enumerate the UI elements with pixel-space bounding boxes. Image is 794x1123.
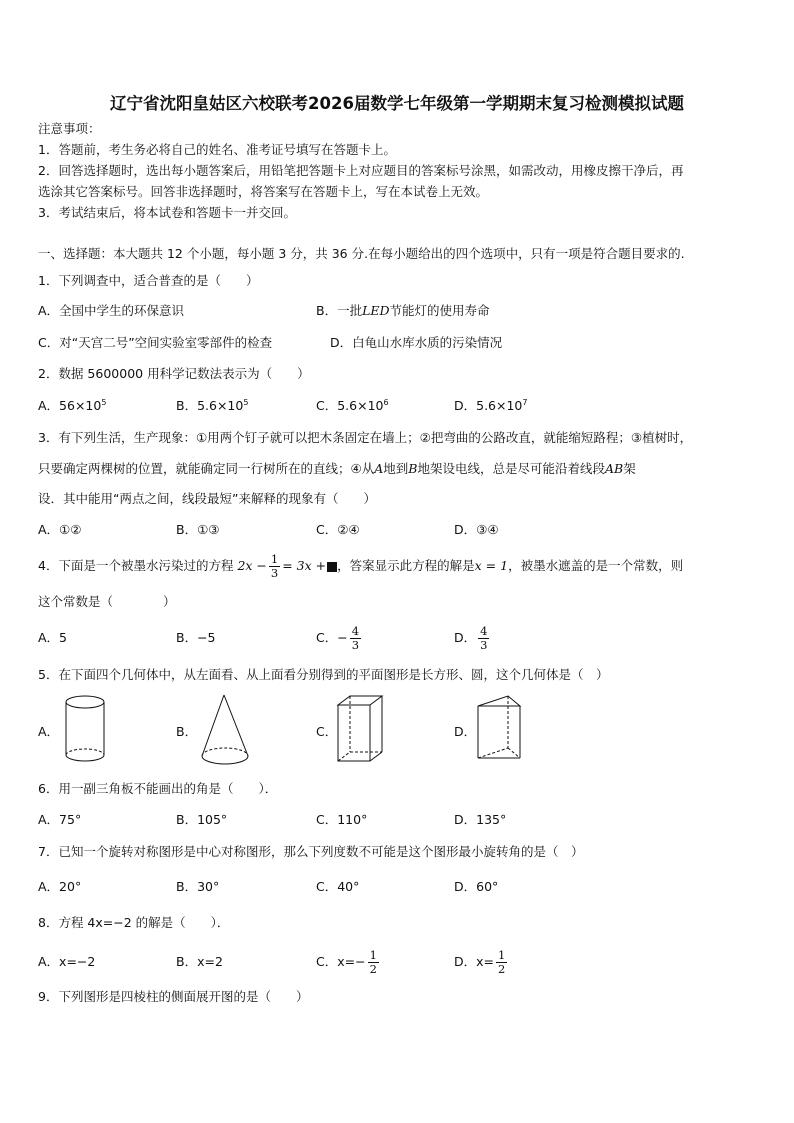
cylinder-icon: [60, 693, 110, 765]
q2-option-d: D．$5.6\times 10^7$: [454, 398, 528, 413]
q3-option-d: D．③④: [454, 522, 499, 537]
q8-option-d: D．x= $\frac{1}{2}$: [454, 948, 506, 976]
q4-eq-fraction: $\frac{1}{3}$: [270, 552, 279, 580]
q7-option-c: C．40°: [316, 879, 360, 894]
q3-option-a: A．①②: [38, 522, 82, 537]
q5-option-a: A．: [38, 724, 60, 739]
notice-item-1: 1．答题前，考生务必将自己的姓名、准考证号填写在答题卡上。: [38, 142, 396, 157]
q1-option-d: D．白龟山水库水质的污染情况: [330, 335, 503, 350]
notice-item-2: 2．回答选择题时，选出每小题答案后，用铅笔把答题卡上对应题目的答案标号涂黑，如需改动，用橡皮擦干净后，再: [38, 163, 684, 178]
q2-option-c: C．$5.6\times 10^6$: [316, 398, 389, 413]
q3-line-2: 只要确定两棵树的位置，就能确定同一行树所在的直线；④从A地到B地架设电线，总是尽可能沿着线段AB架: [38, 461, 636, 476]
q4-option-a: A．5: [38, 630, 68, 645]
notice-item-2-cont: 选涂其它答案标号。回答非选择题时，将答案写在答题卡上，写在本试卷上无效。: [38, 184, 489, 199]
q4-option-d: D． $\frac{4}{3}$: [454, 624, 488, 652]
q3-option-b: B．①③: [176, 522, 220, 537]
notice-header: 注意事项：: [38, 121, 101, 136]
q4-stem: 4．下面是一个被墨水污染过的方程 2x − $\frac{1}{3}$ = 3x + ，答案显示此方程的解是x = 1，被墨水遮盖的是一个常数，则: [38, 552, 684, 580]
q2-stem: 2．数据 5600000 用科学记数法表示为（ ）: [38, 366, 310, 381]
q3-line-3: 设．其中能用“两点之间，线段最短”来解释的现象有（ ）: [38, 491, 376, 506]
q6-option-a: A．75°: [38, 812, 82, 827]
q7-option-a: A．20°: [38, 879, 82, 894]
q4-option-c: C．− $\frac{4}{3}$: [316, 624, 360, 652]
q8-option-c: C．x=− $\frac{1}{2}$: [316, 948, 377, 976]
q6-stem: 6．用一副三角板不能画出的角是（ ）．: [38, 781, 278, 796]
rectangular-prism-icon: [334, 692, 386, 768]
q2-option-a: A．$56\times 10^5$: [38, 398, 107, 413]
q4-eq-right: = 3x +: [282, 558, 327, 573]
q7-option-d: D．60°: [454, 879, 499, 894]
q7-stem: 7．已知一个旋转对称图形是中心对称图形，那么下列度数不可能是这个图形最小旋转角的是（ ）: [38, 844, 584, 859]
page-title: 辽宁省沈阳皇姑区六校联考2026届数学七年级第一学期期末复习检测模拟试题: [110, 94, 684, 113]
q8-option-a: A．x=−2: [38, 954, 96, 969]
q3-line-1: 3．有下列生活，生产现象：①用两个钉子就可以把木条固定在墙上；②把弯曲的公路改直，就能缩短路程；③植树时，: [38, 430, 693, 445]
q1-option-b-led: LED: [362, 303, 390, 318]
q1-option-a: A．全国中学生的环保意识: [38, 303, 185, 318]
q7-option-b: B．30°: [176, 879, 220, 894]
q6-option-c: C．110°: [316, 812, 368, 827]
section-heading: 一、选择题：本大题共 12 个小题，每小题 3 分，共 36 分.在每小题给出的四个选项中，只有一项是符合题目要求的.: [38, 246, 685, 261]
triangular-prism-icon: [474, 692, 526, 768]
q5-option-c: C．: [316, 724, 338, 739]
q1-option-b: [316, 302, 490, 320]
q8-option-b: B．x=2: [176, 954, 223, 969]
q6-option-b: B．105°: [176, 812, 228, 827]
q4-option-b: B．−5: [176, 630, 216, 645]
q9-stem: 9．下列图形是四棱柱的侧面展开图的是（ ）: [38, 989, 309, 1004]
q1-option-b-pre: B．一批: [316, 303, 363, 318]
ink-blot-icon: [327, 562, 337, 572]
q5-option-b: B．: [176, 724, 198, 739]
q2-option-b: B．$5.6\times 10^5$: [176, 398, 249, 413]
q6-option-d: D．135°: [454, 812, 507, 827]
cone-icon: [196, 692, 256, 772]
q1-option-b-post: 节能灯的使用寿命: [389, 303, 490, 318]
q5-option-d: D．: [454, 724, 477, 739]
q1-option-c: C．对“天宫二号”空间实验室零部件的检查: [38, 335, 273, 350]
notice-item-3: 3．考试结束后，将本试卷和答题卡一并交回。: [38, 205, 296, 220]
q1-stem: 1．下列调查中，适合普查的是（ ）: [38, 273, 259, 288]
q5-stem: 5．在下面四个几何体中，从左面看、从上面看分别得到的平面图形是长方形、圆，这个几何体是（ ）: [38, 667, 609, 682]
q4-eq-left: 2x −: [237, 558, 267, 573]
q3-option-c: C．②④: [316, 522, 360, 537]
q8-stem: 8．方程 4x=−2 的解是（ ）．: [38, 915, 230, 930]
q4-line-2: 这个常数是（ ）: [38, 594, 176, 609]
